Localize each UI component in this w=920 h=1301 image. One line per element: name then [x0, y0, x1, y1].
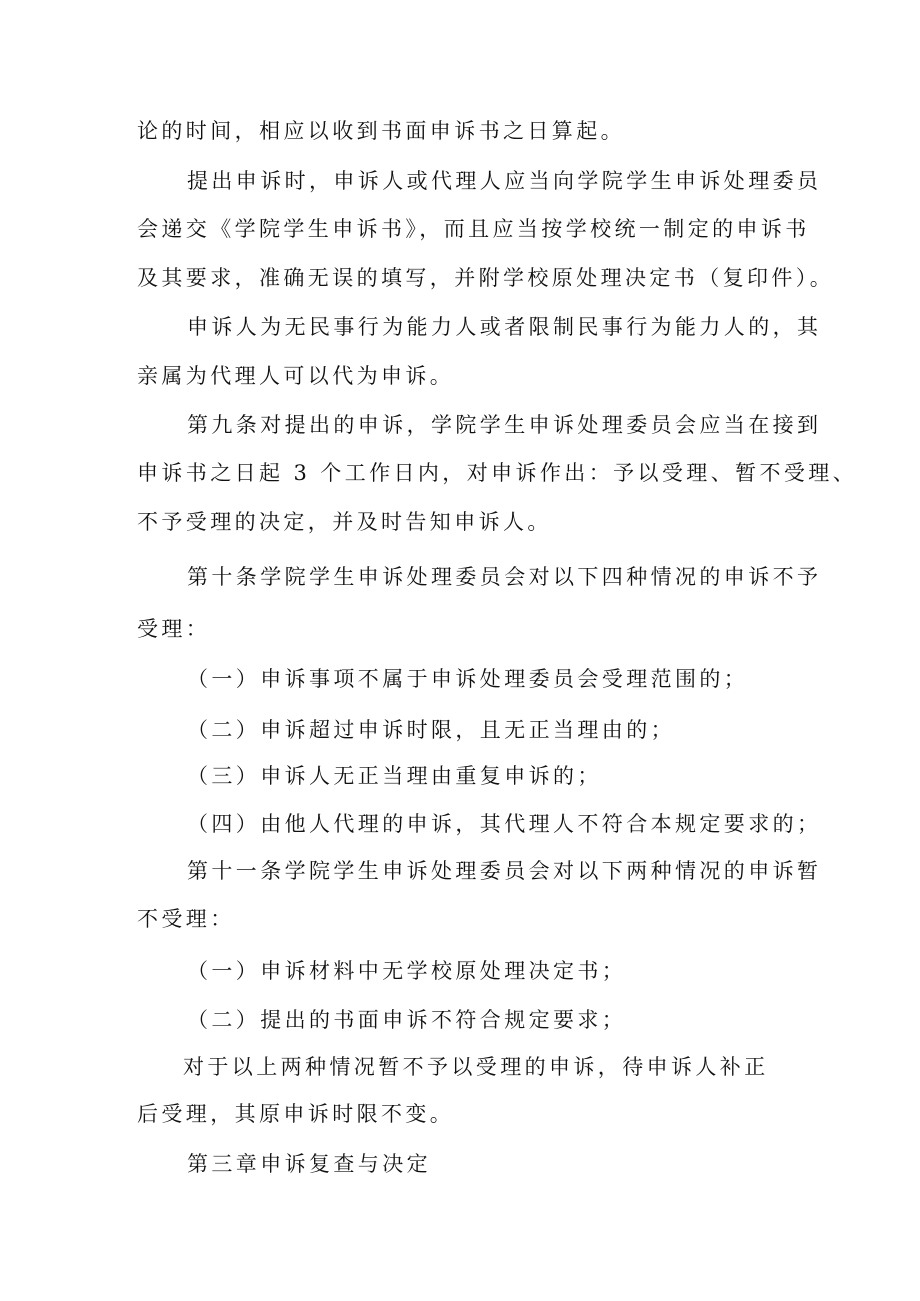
text-line-19: （二）提出的书面申诉不符合规定要求；	[187, 1008, 627, 1032]
text-line-3: 会递交《学院学生申诉书》，而且应当按学校统一制定的申诉书	[137, 217, 810, 241]
text-line-18: （一）申诉材料中无学校原处理决定书；	[187, 959, 627, 983]
text-line-4: 及其要求，准确无误的填写，并附学校原处理决定书（复印件）。	[137, 266, 835, 290]
text-line-7: 第九条对提出的申诉，学院学生申诉处理委员会应当在接到	[187, 413, 822, 437]
text-line-21: 后受理，其原申诉时限不变。	[137, 1102, 455, 1126]
text-line-14: （三）申诉人无正当理由重复申诉的；	[187, 764, 602, 788]
text-line-22: 第三章申诉复查与决定	[187, 1152, 431, 1176]
text-line-9: 不予受理的决定，并及时告知申诉人。	[137, 510, 552, 534]
text-line-20: 对于以上两种情况暂不予以受理的申诉，待申诉人补正	[183, 1055, 769, 1079]
text-line-11: 受理：	[137, 617, 211, 641]
text-line-15: （四）由他人代理的申诉，其代理人不符合本规定要求的；	[187, 812, 822, 836]
text-line-5: 申诉人为无民事行为能力人或者限制民事行为能力人的，其	[187, 315, 822, 339]
text-line-16: 第十一条学院学生申诉处理委员会对以下两种情况的申诉暂	[187, 859, 822, 883]
text-line-2: 提出申诉时，申诉人或代理人应当向学院学生申诉处理委员	[187, 169, 822, 193]
text-line-8: 申诉书之日起 3 个工作日内，对申诉作出：予以受理、暂不受理、	[137, 461, 858, 485]
text-line-17: 不受理：	[137, 907, 235, 931]
text-line-12: （一）申诉事项不属于申诉处理委员会受理范围的；	[187, 667, 749, 691]
text-line-10: 第十条学院学生申诉处理委员会对以下四种情况的申诉不予	[187, 565, 822, 589]
text-line-13: （二）申诉超过申诉时限，且无正当理由的；	[187, 718, 675, 742]
text-line-1: 论的时间，相应以收到书面申诉书之日算起。	[137, 119, 625, 143]
text-line-6: 亲属为代理人可以代为申诉。	[137, 364, 455, 388]
